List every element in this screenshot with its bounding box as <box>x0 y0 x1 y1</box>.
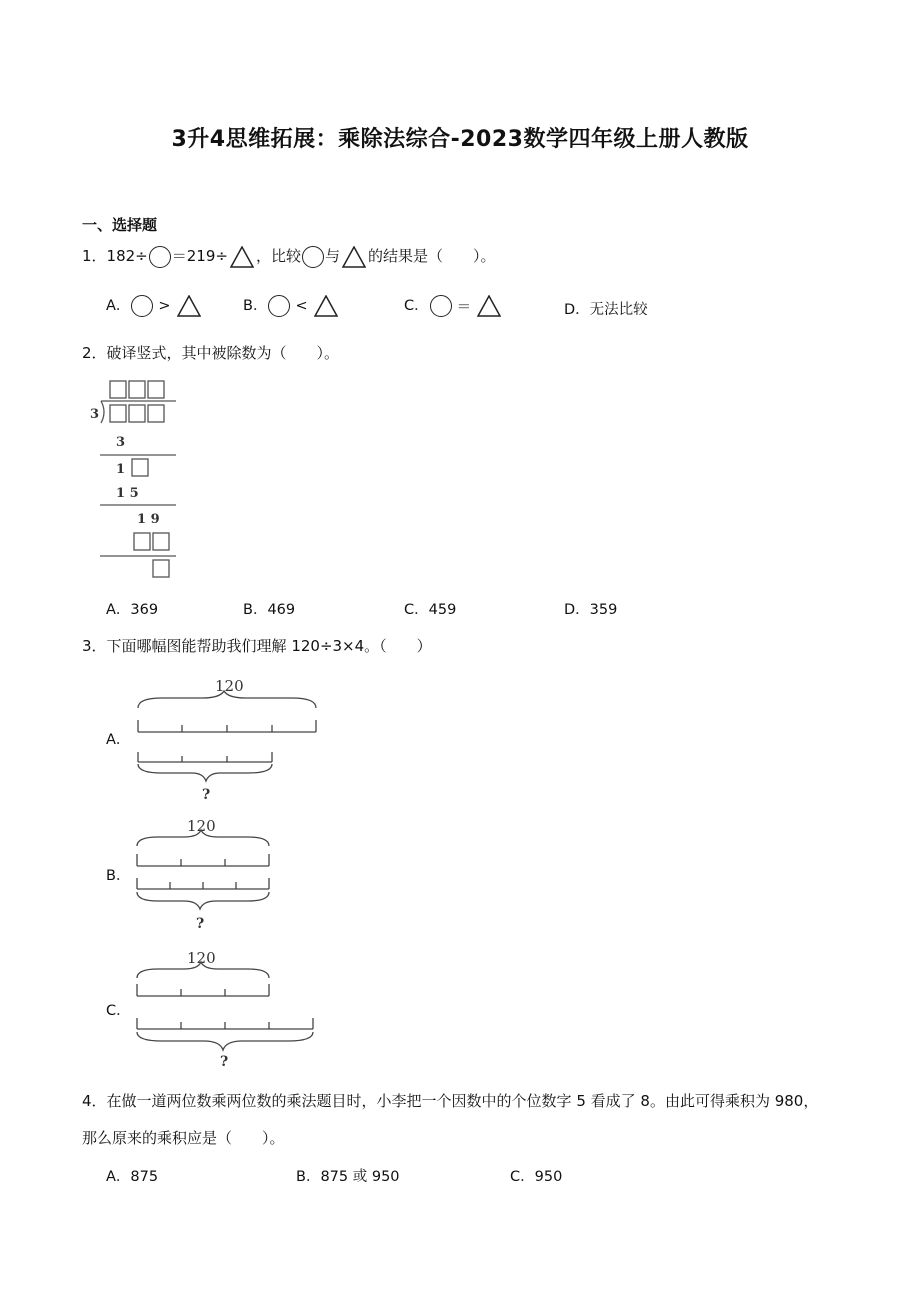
q4-line-2: 那么原来的乘积应是（ ）。 <box>82 1129 285 1147</box>
q3-option-b-label[interactable]: B． <box>106 868 131 884</box>
circle-icon <box>131 295 153 317</box>
question-2: 2．破译竖式，其中被除数为（ ）。 <box>82 344 340 362</box>
divisor-digit: 3 <box>90 407 100 422</box>
question-4 <box>82 1090 862 1148</box>
relation-symbol: > <box>158 298 171 314</box>
long-division-figure <box>84 376 194 581</box>
question-number: 1． <box>82 247 107 265</box>
triangle-icon <box>477 295 501 317</box>
triangle-icon <box>314 295 338 317</box>
q1-text: 与 <box>324 247 340 265</box>
unknown-label: ? <box>220 1054 229 1070</box>
relation-symbol: < <box>295 298 308 314</box>
q4-line-1: 4．在做一道两位数乘两位数的乘法题目时，小李把一个因数中的个位数字 5 看成了 8。由此可得乘积为 980， <box>82 1092 819 1110</box>
circle-icon <box>149 246 171 268</box>
q1-text: 的结果是（ ）。 <box>367 247 496 265</box>
q3-option-c-label[interactable]: C． <box>106 1003 131 1019</box>
q3-option-a-diagram[interactable] <box>132 672 332 804</box>
q1-text: 182÷ <box>106 247 148 265</box>
total-label: 120 <box>187 949 216 967</box>
q3-option-c-diagram[interactable] <box>132 944 332 1074</box>
q2-option-b[interactable]: B．469 <box>243 602 296 618</box>
circle-icon <box>430 295 452 317</box>
triangle-icon <box>177 295 201 317</box>
circle-icon <box>268 295 290 317</box>
q1-option-b[interactable]: B． < <box>243 294 340 317</box>
circle-icon <box>302 246 324 268</box>
q1-option-a[interactable]: A． > <box>106 294 203 317</box>
q2-option-c[interactable]: C．459 <box>404 602 457 618</box>
q4-option-b[interactable]: B．875 或 950 <box>296 1169 400 1185</box>
q1-option-d[interactable]: D．无法比较 <box>564 302 648 318</box>
division-digit: 1 9 <box>137 512 160 527</box>
q4-option-c[interactable]: C．950 <box>510 1169 563 1185</box>
section-heading: 一、选择题 <box>82 216 158 234</box>
relation-symbol: ＝ <box>456 299 472 316</box>
page-title: 3升4思维拓展：乘除法综合-2023数学四年级上册人教版 <box>171 127 749 152</box>
total-label: 120 <box>187 817 216 835</box>
q2-option-d[interactable]: D．359 <box>564 602 618 618</box>
question-1 <box>82 245 496 268</box>
q4-option-a[interactable]: A．875 <box>106 1169 159 1185</box>
question-3: 3．下面哪幅图能帮助我们理解 120÷3×4。（ ） <box>82 637 432 655</box>
division-digit: 3 <box>116 435 126 450</box>
unknown-label: ? <box>196 916 205 932</box>
triangle-icon <box>230 246 254 268</box>
q3-option-a-label[interactable]: A． <box>106 732 131 748</box>
q3-option-b-diagram[interactable] <box>132 812 282 936</box>
triangle-icon <box>342 246 366 268</box>
division-digit: 1 <box>116 462 126 477</box>
q2-option-a[interactable]: A．369 <box>106 602 159 618</box>
q1-text: ＝219÷ <box>171 247 228 265</box>
unknown-label: ? <box>202 787 211 803</box>
division-digit: 1 5 <box>116 486 139 501</box>
total-label: 120 <box>215 677 244 695</box>
q1-text: ，比较 <box>255 247 301 265</box>
q1-option-c[interactable]: C． ＝ <box>404 294 503 317</box>
